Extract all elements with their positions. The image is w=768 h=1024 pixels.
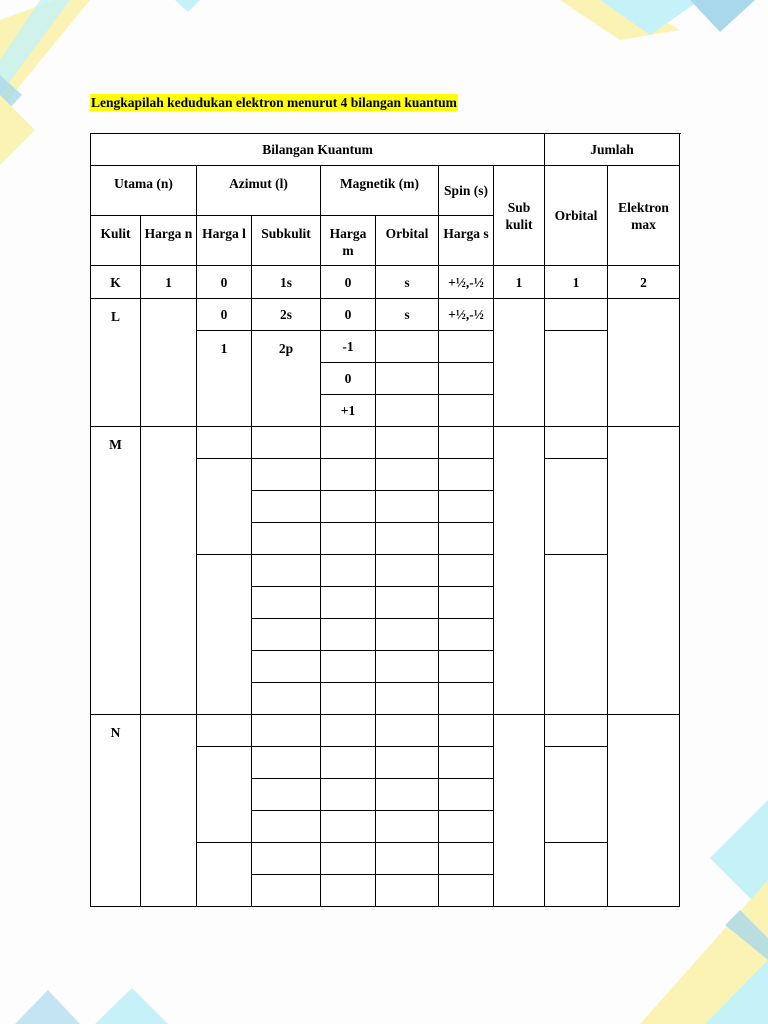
cell-l-2s-s: +½,-½ (439, 299, 494, 331)
cell-m-r8-s[interactable] (439, 651, 494, 683)
cell-n-r2-subkulit[interactable] (252, 747, 321, 779)
cell-m-r3-s[interactable] (439, 491, 494, 523)
cell-m-r9-subkulit[interactable] (252, 683, 321, 715)
cell-m-r1-subkulit[interactable] (252, 427, 321, 459)
cell-n-r3-s[interactable] (439, 779, 494, 811)
cell-l-2s-subkulit: 2s (252, 299, 321, 331)
cell-l-2p-orbital-2[interactable] (376, 363, 439, 395)
header-orbital-total: Orbital (545, 166, 608, 266)
cell-l-2s-orbital: s (376, 299, 439, 331)
cell-l-2p-m3: +1 (321, 395, 376, 427)
cell-l-n[interactable] (141, 299, 197, 427)
cell-m-r2-m[interactable] (321, 459, 376, 491)
cell-n-kulit: N (91, 715, 141, 907)
header-harga-s: Harga s (439, 216, 494, 266)
header-spin: Spin (s) (439, 166, 494, 216)
cell-n-r3-subkulit[interactable] (252, 779, 321, 811)
cell-l-2s-l: 0 (197, 299, 252, 331)
header-harga-n: Harga n (141, 216, 197, 266)
cell-m-r8-m[interactable] (321, 651, 376, 683)
cell-n-r5-s[interactable] (439, 843, 494, 875)
cell-l-sub-kulit-count[interactable] (494, 299, 545, 427)
cell-m-r4-subkulit[interactable] (252, 523, 321, 555)
cell-n-r1-s[interactable] (439, 715, 494, 747)
cell-m-r1-orbital[interactable] (376, 427, 439, 459)
header-utama: Utama (n) (91, 166, 197, 216)
header-harga-m: Harga m (321, 216, 376, 266)
cell-n-r5-l[interactable] (197, 843, 252, 907)
cell-n-r2-s[interactable] (439, 747, 494, 779)
header-harga-l: Harga l (197, 216, 252, 266)
cell-l-elektron-max[interactable] (608, 299, 680, 427)
cell-k-orbital: s (376, 266, 439, 299)
cell-n-r4-m[interactable] (321, 811, 376, 843)
cell-l-2p-orbital-1[interactable] (376, 331, 439, 363)
cell-m-r6-s[interactable] (439, 587, 494, 619)
cell-m-r7-subkulit[interactable] (252, 619, 321, 651)
cell-m-r9-s[interactable] (439, 683, 494, 715)
cell-l-2p-m1: -1 (321, 331, 376, 363)
cell-m-orbital-count-3[interactable] (545, 555, 608, 715)
cell-m-sub-kulit-count[interactable] (494, 427, 545, 715)
cell-l-2p-s-1[interactable] (439, 331, 494, 363)
header-orbital: Orbital (376, 216, 439, 266)
cell-l-2p-orbital-3[interactable] (376, 395, 439, 427)
cell-m-elektron-max[interactable] (608, 427, 680, 715)
cell-l-orbital-count-1[interactable] (545, 299, 608, 331)
cell-m-r8-subkulit[interactable] (252, 651, 321, 683)
header-jumlah: Jumlah (545, 134, 680, 166)
cell-m-r4-m[interactable] (321, 523, 376, 555)
cell-k-subkulit: 1s (252, 266, 321, 299)
header-bilangan-kuantum: Bilangan Kuantum (91, 134, 545, 166)
cell-k-s: +½,-½ (439, 266, 494, 299)
header-kulit: Kulit (91, 216, 141, 266)
cell-m-r2-orbital[interactable] (376, 459, 439, 491)
cell-m-r7-orbital[interactable] (376, 619, 439, 651)
cell-n-r6-orbital[interactable] (376, 875, 439, 907)
cell-m-r5-m[interactable] (321, 555, 376, 587)
cell-n-r5-orbital[interactable] (376, 843, 439, 875)
cell-k-sub-kulit-count: 1 (494, 266, 545, 299)
cell-l-2p-l: 1 (197, 331, 252, 427)
quantum-number-table (90, 133, 680, 907)
cell-m-r8-orbital[interactable] (376, 651, 439, 683)
cell-m-orbital-count-2[interactable] (545, 459, 608, 555)
cell-m-r9-m[interactable] (321, 683, 376, 715)
cell-n-r6-m[interactable] (321, 875, 376, 907)
cell-n-elektron-max[interactable] (608, 715, 680, 907)
cell-n-orbital-count-2[interactable] (545, 747, 608, 843)
cell-k-kulit: K (91, 266, 141, 299)
cell-m-r6-orbital[interactable] (376, 587, 439, 619)
cell-l-orbital-count-2[interactable] (545, 331, 608, 427)
cell-m-r3-subkulit[interactable] (252, 491, 321, 523)
cell-m-r1-l[interactable] (197, 427, 252, 459)
cell-n-r2-orbital[interactable] (376, 747, 439, 779)
cell-n-r1-l[interactable] (197, 715, 252, 747)
cell-m-r9-orbital[interactable] (376, 683, 439, 715)
cell-l-2p-m2: 0 (321, 363, 376, 395)
cell-n-r4-orbital[interactable] (376, 811, 439, 843)
cell-m-r7-s[interactable] (439, 619, 494, 651)
cell-n-r1-orbital[interactable] (376, 715, 439, 747)
cell-m-kulit: M (91, 427, 141, 715)
cell-k-n: 1 (141, 266, 197, 299)
cell-m-r4-s[interactable] (439, 523, 494, 555)
header-magnetik: Magnetik (m) (321, 166, 439, 216)
cell-n-r5-m[interactable] (321, 843, 376, 875)
header-sub-kulit: Sub kulit (494, 166, 545, 266)
cell-n-orbital-count-3[interactable] (545, 843, 608, 907)
header-elektron-max: Elektron max (608, 166, 680, 266)
cell-m-r5-s[interactable] (439, 555, 494, 587)
cell-l-2s-m: 0 (321, 299, 376, 331)
cell-n-r4-subkulit[interactable] (252, 811, 321, 843)
cell-n-r1-m[interactable] (321, 715, 376, 747)
cell-n-r4-s[interactable] (439, 811, 494, 843)
cell-n-r2-m[interactable] (321, 747, 376, 779)
cell-m-r5-subkulit[interactable] (252, 555, 321, 587)
cell-n-orbital-count-1[interactable] (545, 715, 608, 747)
cell-m-r1-s[interactable] (439, 427, 494, 459)
cell-l-kulit: L (91, 299, 141, 427)
cell-l-2p-s-2[interactable] (439, 363, 494, 395)
cell-m-r2-l[interactable] (197, 459, 252, 555)
cell-k-elektron-max: 2 (608, 266, 680, 299)
cell-m-r3-orbital[interactable] (376, 491, 439, 523)
cell-k-orbital-count: 1 (545, 266, 608, 299)
cell-m-r2-s[interactable] (439, 459, 494, 491)
cell-k-l: 0 (197, 266, 252, 299)
cell-m-r5-orbital[interactable] (376, 555, 439, 587)
cell-n-r1-subkulit[interactable] (252, 715, 321, 747)
cell-n-r6-s[interactable] (439, 875, 494, 907)
cell-n-r3-orbital[interactable] (376, 779, 439, 811)
cell-l-2p-s-3[interactable] (439, 395, 494, 427)
cell-m-r1-m[interactable] (321, 427, 376, 459)
cell-n-r3-m[interactable] (321, 779, 376, 811)
header-azimut: Azimut (l) (197, 166, 321, 216)
cell-m-r7-m[interactable] (321, 619, 376, 651)
cell-m-r2-subkulit[interactable] (252, 459, 321, 491)
cell-n-sub-kulit-count[interactable] (494, 715, 545, 907)
cell-n-r6-subkulit[interactable] (252, 875, 321, 907)
cell-m-r4-orbital[interactable] (376, 523, 439, 555)
page-title: Lengkapilah kedudukan elektron menurut 4 bilangan kuantum (91, 95, 457, 110)
cell-n-r2-l[interactable] (197, 747, 252, 843)
cell-m-n[interactable] (141, 427, 197, 715)
header-subkulit: Subkulit (252, 216, 321, 266)
cell-m-orbital-count-1[interactable] (545, 427, 608, 459)
cell-l-2p-subkulit: 2p (252, 331, 321, 427)
cell-n-r5-subkulit[interactable] (252, 843, 321, 875)
cell-m-r6-m[interactable] (321, 587, 376, 619)
cell-n-n[interactable] (141, 715, 197, 907)
cell-m-r5-l[interactable] (197, 555, 252, 715)
cell-m-r6-subkulit[interactable] (252, 587, 321, 619)
cell-k-m: 0 (321, 266, 376, 299)
cell-m-r3-m[interactable] (321, 491, 376, 523)
